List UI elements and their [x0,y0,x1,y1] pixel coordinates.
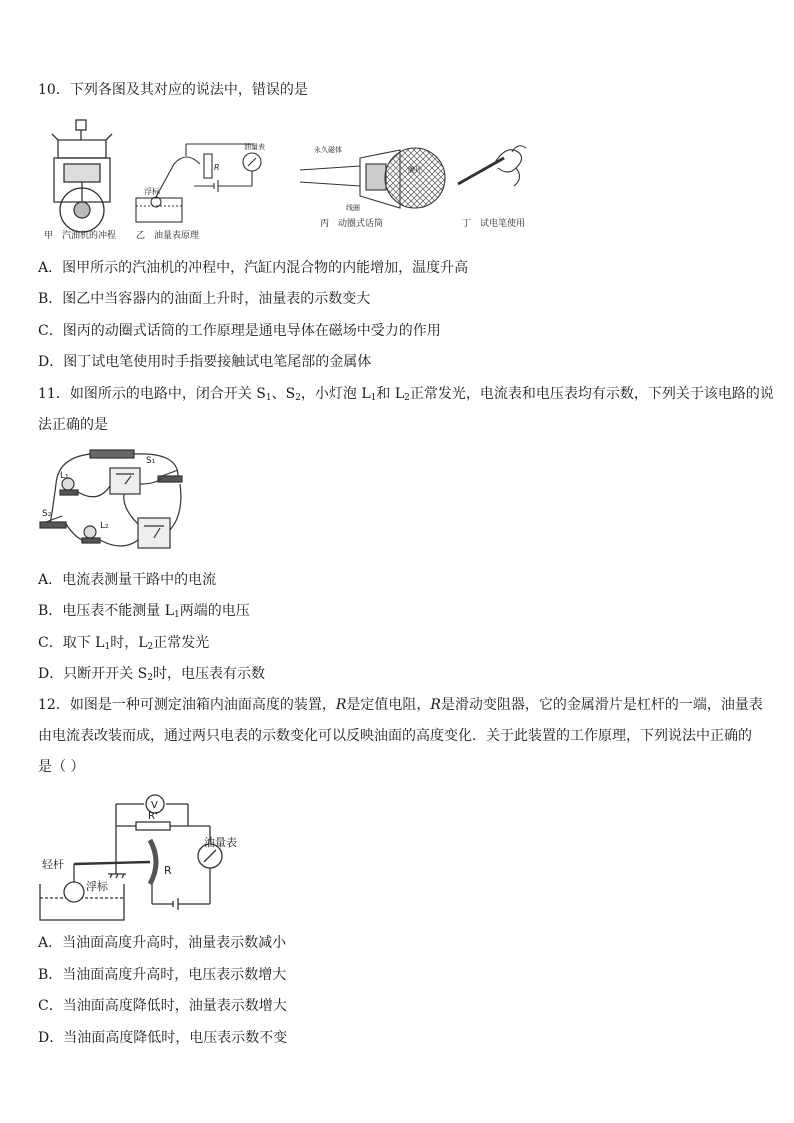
q10-option-a: A．图甲所示的汽油机的冲程中，汽缸内混合物的内能增加，温度升高 [38,260,469,276]
q10-bing-membrane-label: 膜片 [408,166,422,174]
q12-stem-line1: 12．如图是一种可测定油箱内油面高度的装置，R是定值电阻，R是滑动变阻器，它的金属滑片是杠杆的一端，油量表 [38,697,763,713]
q12-stem-line2: 由电流表改装而成，通过两只电表的示数变化可以反映油面的高度变化．关于此装置的工作原理，下列说法中正确的 [38,728,752,744]
q12-oil-gauge-figure [38,788,258,922]
q10-option-d: D．图丁试电笔使用时手指要接触试电笔尾部的金属体 [38,354,372,370]
q11-option-a: A．电流表测量干路中的电流 [38,572,217,588]
q11-option-d: D．只断开开关 $S_2$时，电压表有示数 [38,666,265,683]
q12-stem-line3: 是（ ） [38,759,85,775]
q12-option-d: D．当油面高度降低时，电压表示数不变 [38,1030,288,1046]
q10-yi-meter-label: 油量表 [244,143,265,151]
q11-fig-s1-label: S₁ [146,456,156,466]
q10-stem: 10．下列各图及其对应的说法中，错误的是 [38,82,308,98]
q11-circuit-figure [38,444,184,558]
q10-figure-ding-test-pen [454,138,554,244]
q11-fig-s2-label: S₂ [42,509,52,519]
q11-fig-l2-label: L₂ [100,521,109,531]
q10-jia-caption: 甲 汽油机的冲程 [44,231,117,241]
q10-yi-float-label: 浮标 [144,187,160,196]
q12-fig-meter-label: 油量表 [204,836,237,849]
q12-fig-rprime-label: R' [148,811,158,822]
q11-stem-line2: 法正确的是 [38,417,108,433]
q10-ding-caption: 丁 试电笔使用 [462,219,526,229]
q12-option-c: C．当油面高度降低时，油量表示数增大 [38,998,287,1014]
q12-option-b: B．当油面高度升高时，电压表示数增大 [38,967,287,983]
q10-bing-magnet-label: 永久磁体 [314,146,342,154]
q11-stem-line1: 11．如图所示的电路中，闭合开关 $S_1$、$S_2$，小灯泡 $L_1$和 $L_2$正常发光，电流表和电压表均有示数，下列关于该电路的说 [38,386,774,403]
q10-yi-caption: 乙 油量表原理 [136,231,200,241]
q11-fig-l1-label: L₁ [60,471,69,481]
q12-fig-lever-label: 轻杆 [42,858,64,871]
q12-fig-r-label: R [164,864,172,877]
q11-option-b: B．电压表不能测量 $L_1$两端的电压 [38,603,250,620]
q12-option-a: A．当油面高度升高时，油量表示数减小 [38,935,287,951]
q10-option-c: C．图丙的动圈式话筒的工作原理是通电导体在磁场中受力的作用 [38,323,441,339]
q10-yi-r-label: R [214,163,220,172]
q10-figure-jia-engine [44,118,134,244]
q10-figure-yi-oil-gauge [134,134,294,244]
q10-bing-coil-label: 线圈 [346,204,360,212]
q12-fig-float-label: 浮标 [86,880,108,893]
q11-option-c: C．取下 $L_1$时，$L_2$正常发光 [38,635,210,652]
q12-fig-voltmeter-label: V [151,800,158,811]
q10-option-b: B．图乙中当容器内的油面上升时，油量表的示数变大 [38,291,371,307]
q10-bing-caption: 丙 动圈式话筒 [320,219,384,229]
q10-figure-bing-microphone [300,138,450,244]
